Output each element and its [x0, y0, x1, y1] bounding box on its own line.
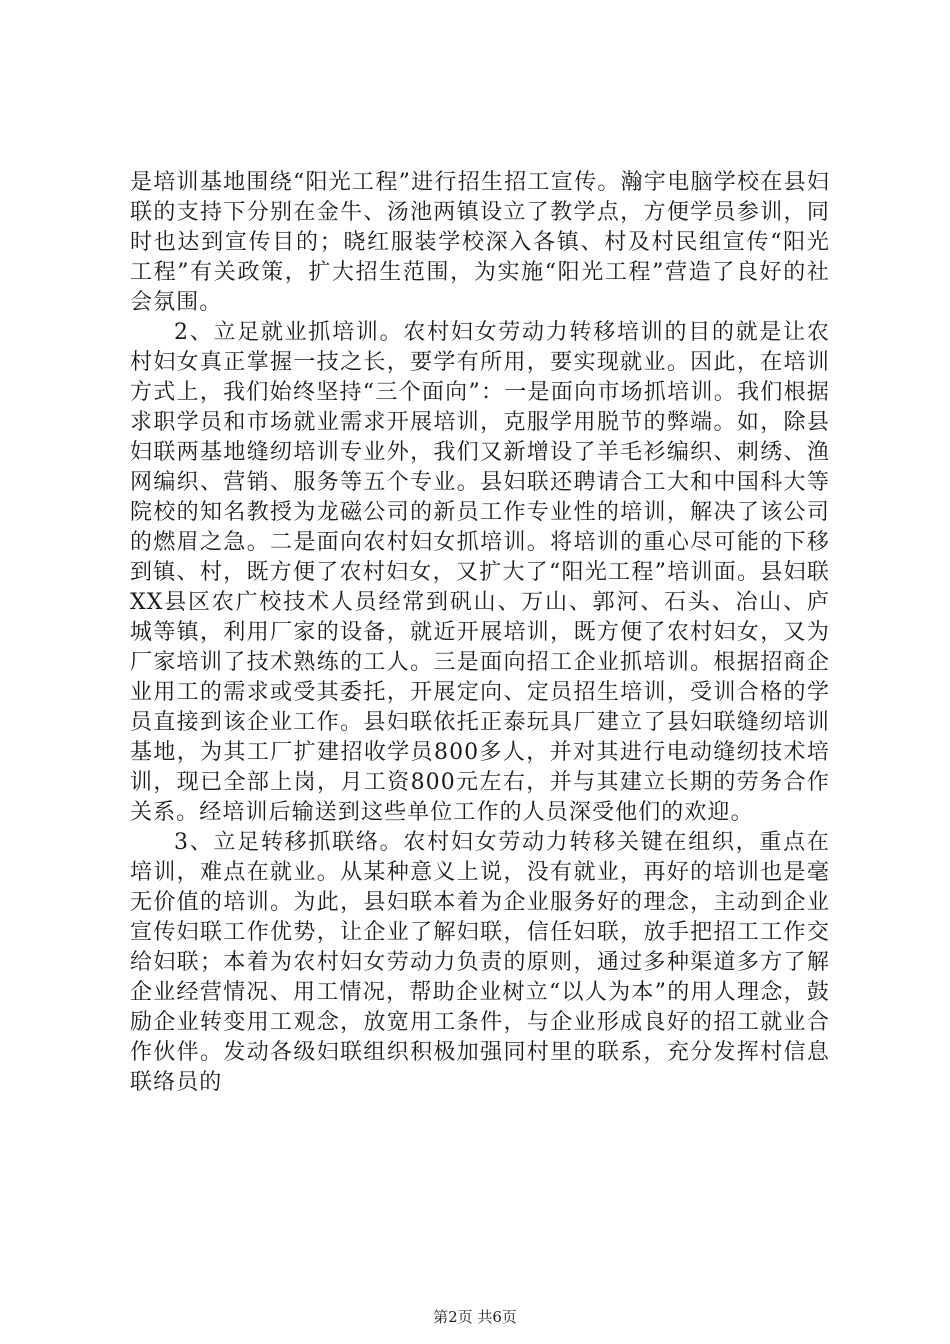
page-number-footer: 第2页 共6页 [433, 1308, 517, 1326]
paragraph-continuation: 是培训基地围绕“阳光工程”进行招生招工宣传。瀚宇电脑学校在县妇联的支持下分别在金牛、汤池两镇设立了教学点，方便学员参训，同时也达到宣传目的；晓红服装学校深入各镇、村及村民组宣传“阳光工程”有关政策，扩大招生范围，为实施“阳光工程”营造了良好的社会氛围。 [130, 170, 830, 315]
paragraph-section-3: 3、立足转移抓联络。农村妇女劳动力转移关键在组织，重点在培训，难点在就业。从某种意义上说，没有就业，再好的培训也是毫无价值的培训。为此，县妇联本着为企业服务好的理念，主动到企业宣传妇联工作优势，让企业了解妇联，信任妇联，放手把招工工作交给妇联；本着为农村妇女劳动力负责的原则，通过多种渠道多方了解企业经营情况、用工情况，帮助企业树立“以人为本”的用人理念，鼓励企业转变用工观念，放宽用工条件，与企业形成良好的招工就业合作伙伴。发动各级妇联组织积极加强同村里的联系，充分发挥村信息联络员的 [130, 830, 830, 1095]
document-body [130, 168, 830, 1098]
paragraph-section-2: 2、立足就业抓培训。农村妇女劳动力转移培训的目的就是让农村妇女真正掌握一技之长，要学有所用，要实现就业。因此，在培训方式上，我们始终坚持“三个面向”：一是面向市场抓培训。我们根据求职学员和市场就业需求开展培训，克服学用脱节的弊端。如，除县妇联两基地缝纫培训专业外，我们又新增设了羊毛衫编织、刺绣、渔网编织、营销、服务等五个专业。县妇联还聘请合工大和中国科大等院校的知名教授为龙磁公司的新员工作专业性的培训，解决了该公司的燃眉之急。二是面向农村妇女抓培训。将培训的重心尽可能的下移到镇、村，既方便了农村妇女，又扩大了“阳光工程”培训面。县妇联XX县区农广校技术人员经常到矾山、万山、郭河、石头、冶山、庐城等镇，利用厂家的设备，就近开展培训，既方便了农村妇女，又为厂家培训了技术熟练的工人。三是面向招工企业抓培训。根据招商企业用工的需求或受其委托，开展定向、定员招生培训，受训合格的学员直接到该企业工作。县妇联依托正泰玩具厂建立了县妇联缝纫培训基地，为其工厂扩建招收学员800多人，并对其进行电动缝纫技术培训，现已全部上岗，月工资800元左右，并与其建立长期的劳务合作关系。经培训后输送到这些单位工作的人员深受他们的欢迎。 [130, 320, 830, 825]
